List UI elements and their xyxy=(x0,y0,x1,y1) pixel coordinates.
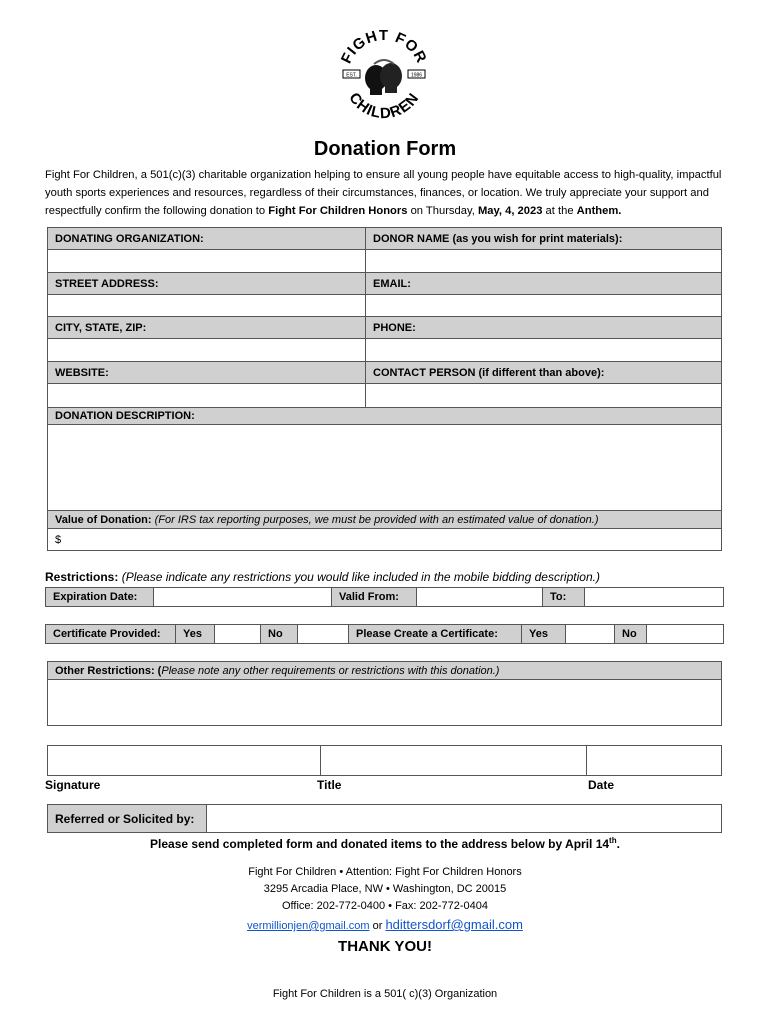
referred-by-field[interactable] xyxy=(207,805,722,833)
phone-field[interactable] xyxy=(366,339,722,362)
footer-note: Fight For Children is a 501( c)(3) Organization xyxy=(272,988,498,1000)
date-field[interactable] xyxy=(587,746,722,776)
referred-by-label: Referred or Solicited by: xyxy=(48,805,207,833)
certificate-provided-no-label: No xyxy=(261,625,298,644)
fight-for-children-logo xyxy=(334,24,434,124)
donor-info-table xyxy=(47,227,722,551)
create-certificate-label: Please Create a Certificate: xyxy=(349,625,522,644)
website-label: WEBSITE: xyxy=(48,362,366,384)
address-line-3: Office: 202-772-0400 • Fax: 202-772-0404 xyxy=(281,900,489,912)
signer-title-label: Title xyxy=(317,778,342,792)
email-label: EMAIL: xyxy=(366,273,722,295)
svg-text:1986: 1986 xyxy=(410,72,423,79)
certificate-table xyxy=(45,624,724,644)
boxing-gloves-icon xyxy=(365,60,402,95)
other-restrictions-field[interactable] xyxy=(48,680,722,726)
email-link-vermillionjen[interactable]: vermillionjen@gmail.com xyxy=(247,920,370,932)
to-label: To: xyxy=(543,588,585,607)
svg-text:EST.: EST. xyxy=(346,72,357,79)
email-link-hdittersdorf[interactable]: hdittersdorf@gmail.com xyxy=(385,917,523,932)
svg-text:FIGHT FOR: FIGHT FOR xyxy=(337,27,431,67)
donation-description-label: DONATION DESCRIPTION: xyxy=(48,408,722,425)
valid-from-label: Valid From: xyxy=(332,588,417,607)
address-line-2: 3295 Arcadia Place, NW • Washington, DC 20015 xyxy=(263,883,507,895)
email-field[interactable] xyxy=(366,295,722,317)
city-state-zip-field[interactable] xyxy=(48,339,366,362)
certificate-provided-yes-field[interactable] xyxy=(215,625,261,644)
website-field[interactable] xyxy=(48,384,366,408)
certificate-provided-yes-label: Yes xyxy=(176,625,215,644)
other-restrictions-label: Other Restrictions: (Please note any other requirements or restrictions with this donation.) xyxy=(48,662,722,680)
date-label: Date xyxy=(588,778,615,792)
thank-you: THANK YOU! xyxy=(338,938,432,955)
street-address-label: STREET ADDRESS: xyxy=(48,273,366,295)
donation-description-field[interactable] xyxy=(48,425,722,511)
restriction-dates-table xyxy=(45,587,724,607)
expiration-date-field[interactable] xyxy=(154,588,332,607)
send-instructions: Please send completed form and donated items to the address below by April 14th. xyxy=(150,836,620,851)
create-certificate-no-field[interactable] xyxy=(647,625,724,644)
address-line-1: Fight For Children • Attention: Fight For Children Honors xyxy=(248,866,522,878)
value-of-donation-field[interactable]: $ xyxy=(48,529,722,551)
expiration-date-label: Expiration Date: xyxy=(46,588,154,607)
other-restrictions-table xyxy=(47,661,722,726)
donor-name-field[interactable] xyxy=(366,250,722,273)
referred-table xyxy=(47,804,722,833)
certificate-provided-no-field[interactable] xyxy=(298,625,349,644)
restrictions-heading: Restrictions: (Please indicate any restrictions you would like included in the mobile bidding description.) xyxy=(45,570,600,584)
signature-field[interactable] xyxy=(48,746,321,776)
page-title: Donation Form xyxy=(313,138,457,160)
city-state-zip-label: CITY, STATE, ZIP: xyxy=(48,317,366,339)
street-address-field[interactable] xyxy=(48,295,366,317)
signer-title-field[interactable] xyxy=(321,746,587,776)
valid-from-field[interactable] xyxy=(417,588,543,607)
contact-person-field[interactable] xyxy=(366,384,722,408)
signature-table xyxy=(47,745,722,776)
value-of-donation-label: Value of Donation: (For IRS tax reporting purposes, we must be provided with an estimated value of donation.) xyxy=(48,511,722,529)
phone-label: PHONE: xyxy=(366,317,722,339)
create-certificate-yes-field[interactable] xyxy=(566,625,615,644)
to-field[interactable] xyxy=(585,588,724,607)
contact-person-label: CONTACT PERSON (if different than above): xyxy=(366,362,722,384)
donor-name-label: DONOR NAME (as you wish for print materials): xyxy=(366,228,722,250)
donating-org-field[interactable] xyxy=(48,250,366,273)
create-certificate-no-label: No xyxy=(615,625,647,644)
intro-paragraph: Fight For Children, a 501(c)(3) charitable organization helping to ensure all young people have equitable access to high-quality, impactful youth sports experiences and resources, regardless of their circumstances, finances, or location. We truly appreciate your support and respectfully confirm the following donation to Fight For Children Honors on Thursday, May, 4, 2023 at the Anthem. xyxy=(45,169,722,217)
contact-emails: vermillionjen@gmail.com or hdittersdorf@gmail.com xyxy=(247,917,523,932)
svg-text:CHILDREN: CHILDREN xyxy=(345,89,423,123)
signature-label: Signature xyxy=(45,778,101,792)
create-certificate-yes-label: Yes xyxy=(522,625,566,644)
donating-org-label: DONATING ORGANIZATION: xyxy=(48,228,366,250)
certificate-provided-label: Certificate Provided: xyxy=(46,625,176,644)
